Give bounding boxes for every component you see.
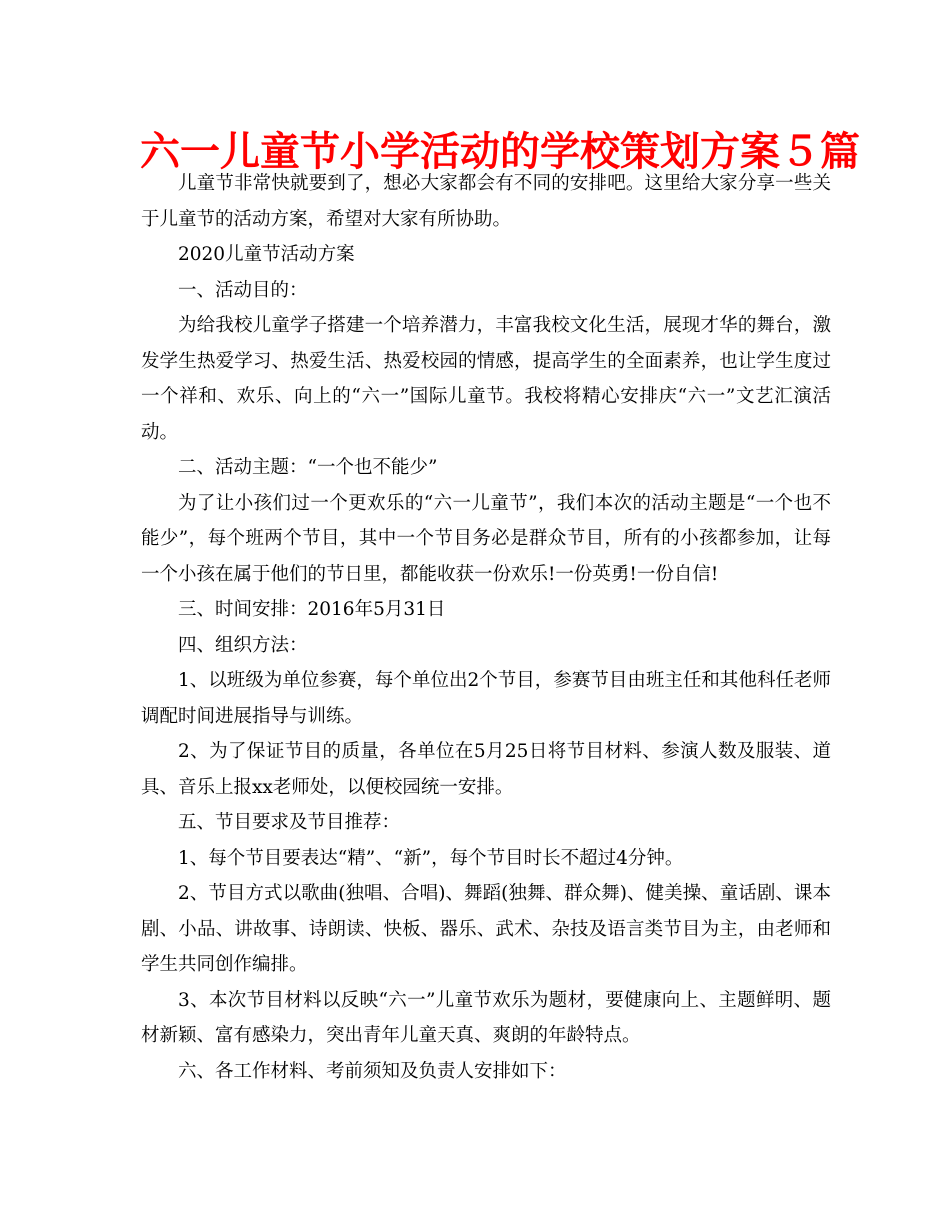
- paragraph: 2、为了保证节目的质量，各单位在5月25日将节目材料、参演人数及服装、道具、音乐上报xx老师处，以便校园统一安排。: [141, 741, 831, 798]
- paragraph: 五、节目要求及节目推荐：: [178, 812, 401, 833]
- paragraph: 为了让小孩们过一个更欢乐的“六一儿童节”，我们本次的活动主题是“一个也不能少”，每个班两个节目，其中一个节目务必是群众节目，所有的小孩都参加，让每一个小孩在属于他们的节日里，都能收获一份欢乐!一份英勇!一份自信!: [141, 492, 831, 585]
- paragraph: 一、活动目的：: [178, 279, 308, 301]
- paragraph: 六、各工作材料、考前须知及负责人安排如下：: [178, 1060, 567, 1082]
- paragraph: 2020儿童节活动方案: [178, 244, 355, 265]
- paragraph: 四、组织方法：: [178, 634, 308, 656]
- document-body: [141, 166, 831, 1089]
- paragraph: 三、时间安排：2016年5月31日: [178, 599, 446, 620]
- paragraph: 2、节目方式以歌曲(独唱、合唱)、舞蹈(独舞、群众舞)、健美操、童话剧、课本剧、小品、讲故事、诗朗读、快板、器乐、武术、杂技及语言类节目为主，由老师和学生共同创作编排。: [141, 883, 831, 975]
- paragraph: 1、每个节目要表达“精”、“新”，每个节目时长不超过4分钟。: [178, 847, 684, 869]
- paragraph: 1、以班级为单位参赛，每个单位出2个节目，参赛节目由班主任和其他科任老师调配时间进展指导与训练。: [141, 670, 831, 727]
- paragraph: 3、本次节目材料以反映“六一”儿童节欢乐为题材，要健康向上、主题鲜明、题材新颖、富有感染力，突出青年儿童天真、爽朗的年龄特点。: [141, 989, 831, 1046]
- paragraph: 为给我校儿童学子搭建一个培养潜力，丰富我校文化生活，展现才华的舞台，激发学生热爱学习、热爱生活、热爱校园的情感，提高学生的全面素养，也让学生度过一个祥和、欢乐、向上的“六一”国际儿童节。我校将精心安排庆“六一”文艺汇演活动。: [141, 315, 831, 443]
- paragraph: 二、活动主题：“一个也不能少”: [178, 457, 438, 478]
- document-title: 六一儿童节小学活动的学校策划方案５篇: [140, 129, 860, 175]
- paragraph: 儿童节非常快就要到了，想必大家都会有不同的安排吧。这里给大家分享一些关于儿童节的活动方案，希望对大家有所协助。: [141, 173, 831, 230]
